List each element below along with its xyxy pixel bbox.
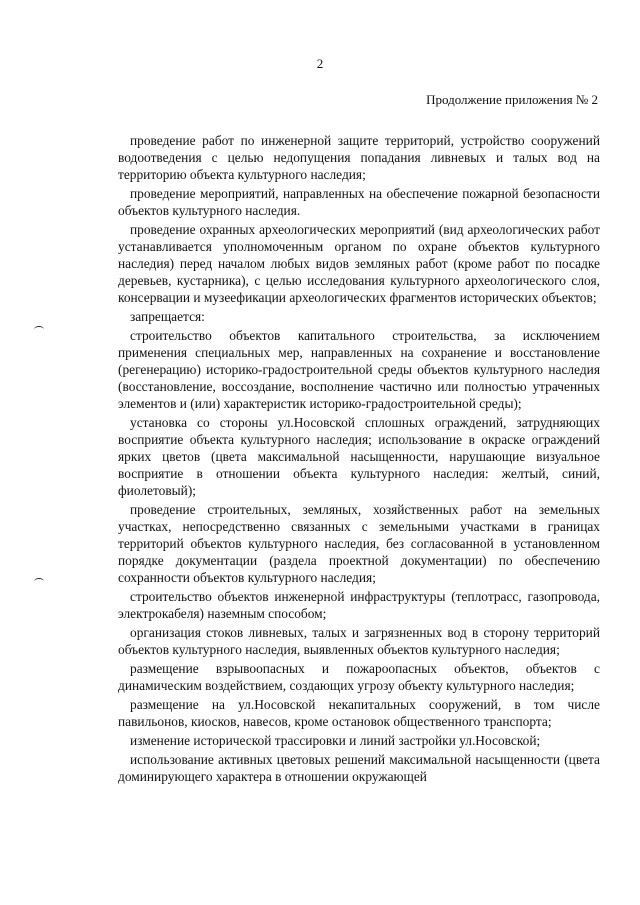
- binding-hole-mark: [34, 326, 44, 333]
- paragraph: проведение работ по инженерной защите территорий, устройство сооружений водоотведения с целью недопущения попадания ливневых и талых вод на территорию объекта культурного наследия;: [118, 133, 600, 182]
- paragraph: строительство объектов капитального строительства, за исключением применения специальных мер, направленных на сохранение и восстановление (регенерацию) историко-градостроительной среды объектов культурного наследия (восстановление, воссоздание, восполнение частично или полностью утраченных элементов и (или) характеристик историко-градостроительной среды);: [118, 328, 600, 411]
- paragraph: размещение на ул.Носовской некапитальных сооружений, в том числе павильонов, киосков, навесов, кроме остановок общественного транспорта;: [118, 697, 600, 729]
- paragraph: проведение охранных археологических мероприятий (вид археологических работ устанавливается уполномоченным органом по охране объектов культурного наследия) перед началом любых видов земляных работ (кроме работ по посадке деревьев, кустарника), с целью исследования культурного археологического слоя, консервации и музеефикации археологических фрагментов исторических объектов;: [118, 222, 600, 305]
- page-number: 2: [316, 56, 324, 71]
- paragraph: использование активных цветовых решений максимальной насыщенности (цвета доминирующего характера в отношении окружающей: [118, 752, 600, 784]
- paragraph: установка со стороны ул.Носовской сплошных ограждений, затрудняющих восприятие объекта культурного наследия; использование в окраске ограждений ярких цветов (цвета максимальной насыщенности, нарушающие визуальное восприятие в отношении объекта культурного наследия: желтый, синий, фиолетовый);: [118, 415, 600, 498]
- paragraph: изменение исторической трассировки и линий застройки ул.Носовской;: [130, 733, 541, 748]
- document-body: [118, 132, 600, 787]
- continuation-note: Продолжение приложения № 2: [426, 92, 598, 107]
- paragraph: запрещается:: [130, 309, 205, 324]
- paragraph: проведение мероприятий, направленных на обеспечение пожарной безопасности объектов культурного наследия.: [118, 186, 600, 218]
- paragraph: организация стоков ливневых, талых и загрязненных вод в сторону территорий объектов культурного наследия, выявленных объектов культурного наследия;: [118, 625, 600, 657]
- binding-hole-mark: [34, 578, 44, 585]
- paragraph: размещение взрывоопасных и пожароопасных объектов, объектов с динамическим воздействием, создающих угрозу объекту культурного наследия;: [118, 661, 600, 693]
- paragraph: проведение строительных, земляных, хозяйственных работ на земельных участках, непосредственно связанных с земельными участками в границах территорий объектов культурного наследия, без согласованной в установленном порядке документации (раздела проектной документации) по обеспечению сохранности объектов культурного наследия;: [118, 502, 600, 585]
- paragraph: строительство объектов инженерной инфраструктуры (теплотрасс, газопровода, электрокабеля) наземным способом;: [118, 589, 600, 621]
